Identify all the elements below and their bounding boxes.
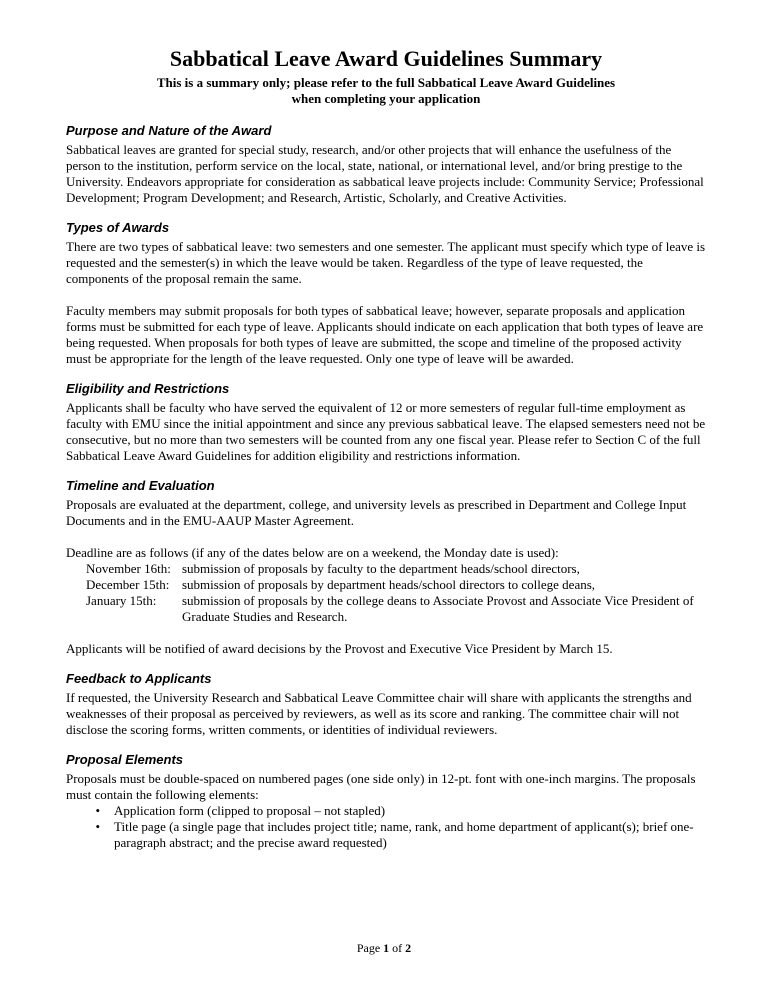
section-feedback <box>66 671 706 738</box>
section-eligibility <box>66 381 706 464</box>
footer-middle: of <box>389 941 406 955</box>
section-timeline <box>66 478 706 657</box>
footer-page-total: 2 <box>405 941 412 955</box>
list-item-text: Title page (a single page that includes project title; name, rank, and home department of applicant(s); brief one-paragraph abstract; and the precise award requested) <box>114 819 694 850</box>
deadline-date: January 15th: <box>86 593 157 608</box>
deadline-text: submission of proposals by department heads/school directors to college deans, <box>182 577 596 592</box>
paragraph: Proposals are evaluated at the department, college, and university levels as prescribed in Department and College Input Documents and in the EMU-AAUP Master Agreement. <box>66 497 687 528</box>
section-types <box>66 220 706 367</box>
bullet-icon: • <box>95 819 100 834</box>
deadline-list <box>66 561 706 625</box>
paragraph: Sabbatical leaves are granted for special study, research, and/or other projects that will enhance the usefulness of the person to the institution, perform service on the local, state, national, or international level, and/or bring prestige to the University. Endeavors appropriate for consideration as sabbatical leave projects include: Community Service; Professional Development; Program Development; and Research, Artistic, Scholarly, and Creative Activities. <box>66 142 704 205</box>
deadline-text: submission of proposals by faculty to the department heads/school directors, <box>182 561 580 576</box>
section-heading: Types of Awards <box>66 220 170 235</box>
deadline-date: November 16th: <box>86 561 171 576</box>
paragraph: Applicants will be notified of award decisions by the Provost and Executive Vice President by March 15. <box>66 641 613 656</box>
deadline-row <box>66 561 706 577</box>
footer-page-number: 1 <box>383 941 390 955</box>
deadline-intro: Deadline are as follows (if any of the dates below are on a weekend, the Monday date is used): <box>66 545 559 560</box>
paragraph: There are two types of sabbatical leave: two semesters and one semester. The applicant must specify which type of leave is requested and the semester(s) in which the leave would be taken. Regardless of the type of leave requested, the components of the proposal remain the same. <box>66 239 706 286</box>
section-heading: Eligibility and Restrictions <box>66 381 230 396</box>
bullet-icon: • <box>95 803 100 818</box>
list-item <box>66 803 706 819</box>
paragraph: Proposals must be double-spaced on numbered pages (one side only) in 12-pt. font with one-inch margins. The proposals must contain the following elements: <box>66 771 696 802</box>
paragraph: If requested, the University Research and Sabbatical Leave Committee chair will share with applicants the strengths and weaknesses of their proposal as perceived by reviewers, as well as its score and ranking. The committee chair will not disclose the scoring forms, written comments, or identities of individual reviewers. <box>66 690 692 737</box>
deadline-text: submission of proposals by the college deans to Associate Provost and Associate Vice President of Graduate Studies and Research. <box>182 593 694 624</box>
bullet-list <box>66 803 706 851</box>
section-heading: Purpose and Nature of the Award <box>66 123 272 138</box>
paragraph: Faculty members may submit proposals for both types of sabbatical leave; however, separate proposals and application forms must be submitted for each type of leave. Applicants should indicate on each application that both types of leave are being requested. When proposals for both types of leave are submitted, the scope and timeline of the proposed activity must be appropriate for the length of the leave requested. Only one type of leave will be awarded. <box>66 303 704 366</box>
section-heading: Feedback to Applicants <box>66 671 212 686</box>
list-item-text: Application form (clipped to proposal – not stapled) <box>114 803 386 818</box>
document-page <box>66 46 706 851</box>
section-heading: Proposal Elements <box>66 752 184 767</box>
deadline-date: December 15th: <box>86 577 170 592</box>
paragraph: Applicants shall be faculty who have served the equivalent of 12 or more semesters of regular full-time employment as faculty with EMU since the initial appointment and since any previous sabbatical leave. The elapsed semesters need not be consecutive, but no more than two semesters will be counted from any one fiscal year. Please refer to Section C of the full Sabbatical Leave Award Guidelines for addition eligibility and restrictions information. <box>66 400 706 463</box>
subtitle-line-2: when completing your application <box>291 91 481 106</box>
deadline-row <box>66 593 706 625</box>
page-subtitle <box>66 75 706 107</box>
footer-prefix: Page <box>356 941 384 955</box>
deadline-row <box>66 577 706 593</box>
section-purpose <box>66 123 706 206</box>
section-heading: Timeline and Evaluation <box>66 478 215 493</box>
page-footer <box>0 941 768 956</box>
section-proposal-elements <box>66 752 706 851</box>
page-title: Sabbatical Leave Award Guidelines Summary <box>169 46 603 71</box>
subtitle-line-1: This is a summary only; please refer to the full Sabbatical Leave Award Guidelines <box>156 75 616 90</box>
list-item <box>66 819 706 851</box>
